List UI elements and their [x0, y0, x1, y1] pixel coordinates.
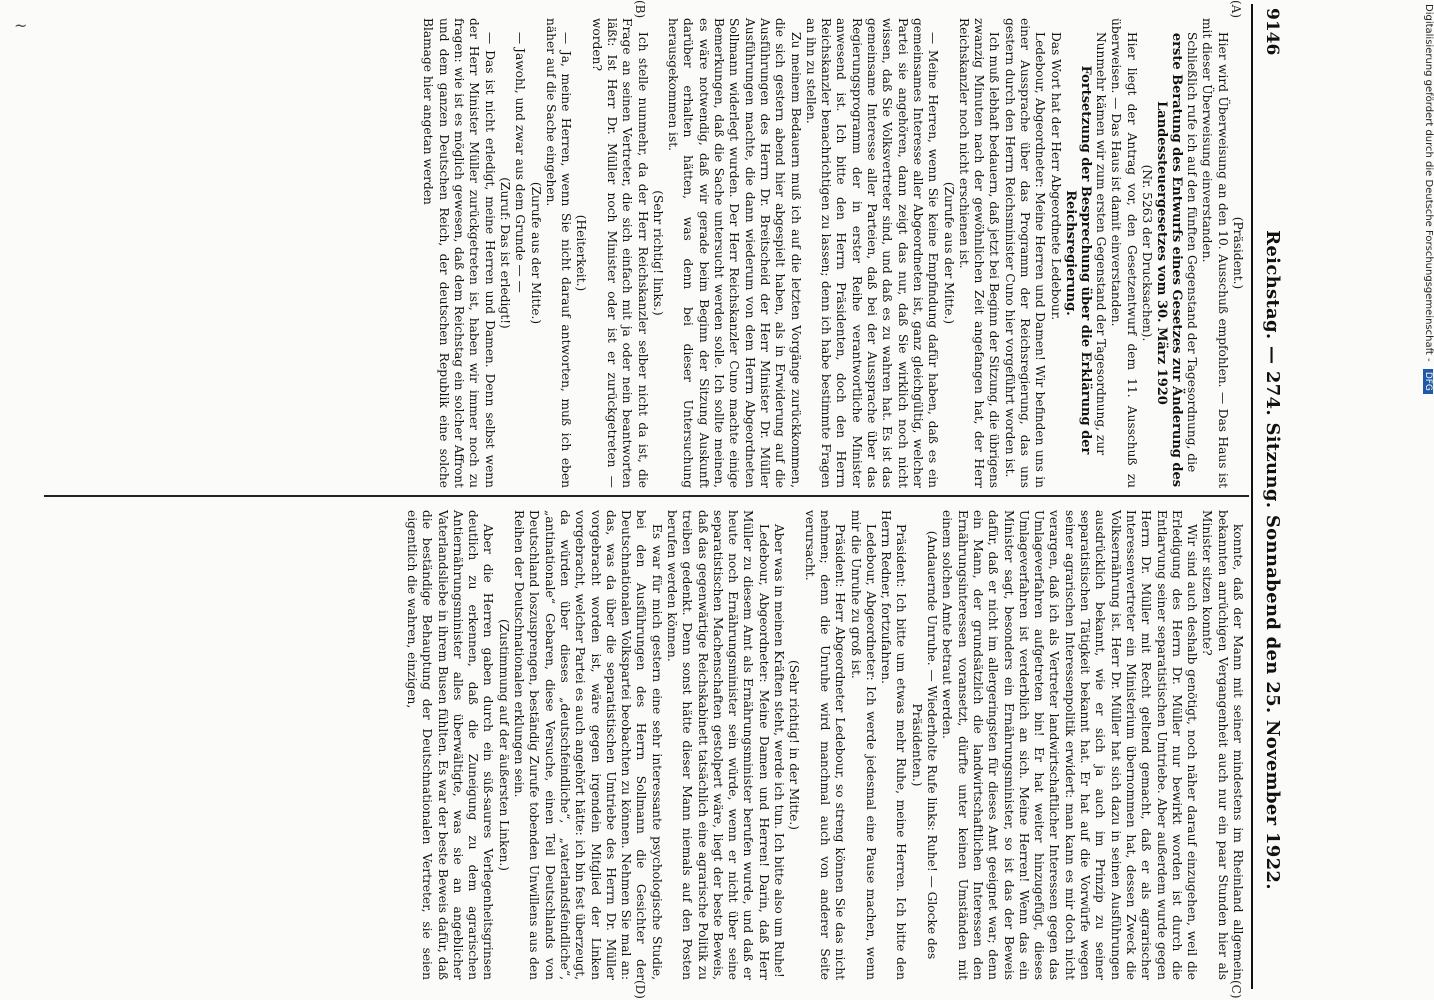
paragraph: — Meine Herren, wenn Sie keine Empfindung dafür haben, daß es ein gemeinsames Interesse aller Abgeordneten ist, ganz gleichgültig, welcher Partei sie angehören, dann zeigt das nur, daß Sie wirklich noch nicht wissen, daß Sie Volksvertreter sind, und daß es zu wahren hat. Es ist das gemeinsame Interesse aller Parteien, daß bei der Aussprache über das Regierungsprogramm der in erster Reihe verantwortliche Minister anwesend ist. Ich bitte den Herrn Präsidenten, doch den Herrn Reichskanzler benachrichtigen zu lassen; denn ich habe bestimmte Fragen an ihn zu stellen.	[803, 18, 941, 488]
paragraph: Präsident: Ich bitte um etwas mehr Ruhe, meine Herren. Ich bitte den Herrn Redner, fortzufahren.	[879, 510, 909, 980]
interjection: (Zurufe aus der Mitte.)	[528, 181, 543, 325]
paragraph: Das Wort hat der Herr Abgeordnete Ledebour.	[1048, 32, 1063, 321]
header-rule	[1251, 4, 1253, 989]
paragraph: Ledebour, Abgeordneter: Meine Damen und Herren! Darin, daß Herr Müller zu diesem Amt als Ernährungsminister berufen wurde, und daß er heute noch Ernährungsminister sein würde, wenn er nicht über seine separatistischen Machenschaften gestolpert wäre, liegt der beste Beweis, daß das gegenwärtige Reichskabinett tatsächlich eine agrarische Politik zu treiben gedenkt. Denn sonst hätte dieser Mann niemals auf den Posten berufen werden können.	[665, 510, 771, 980]
speaker-label: (Präsident.)	[1231, 216, 1245, 290]
paragraph: konnte, daß der Mann mit seiner mindestens im Rheinland allgemein bekannten anrüchigen Vergangenheit auch nur ein paar Stunden hier als Minister sitzen konnte?	[1200, 510, 1245, 980]
margin-marker-c: (C)	[1229, 980, 1243, 999]
interjection: (Zuruf: Das ist erledigt!)	[497, 177, 512, 329]
interjection: (Zurufe aus der Mitte.)	[941, 181, 956, 325]
paragraph: Präsident: Herr Abgeordneter Ledebour, so streng können Sie das nicht nehmen; denn die Unruhe wird manchmal auch von anderer Seite verursacht.	[802, 510, 848, 980]
interjection: (Sehr richtig! in der Mitte.)	[787, 660, 802, 830]
paragraph: Ledebour, Abgeordneter: Meine Herren und Damen! Wir befinden uns in einer Aussprache über das Programm der Reichsregierung, das uns gestern durch den Herrn Reichsminister Cuno hier vorgeführt worden ist.	[1002, 18, 1048, 488]
paragraph: — Ja, meine Herren, wenn Sie nicht darauf antworten, muß ich eben näher auf die Sache eingehen.	[543, 18, 574, 488]
page-content	[37, 0, 1287, 999]
paragraph: — Jawohl, und zwar aus dem Grunde — —	[513, 32, 528, 293]
watermark-text: Digitalisierung gefördert durch die Deutsche Forschungsgemeinschaft -	[1423, 4, 1434, 362]
paragraph: Schließlich rufe ich auf den fünften Gegenstand der Tagesordnung, die	[1185, 32, 1200, 473]
dfg-badge: DFG	[1423, 369, 1433, 394]
interjection: (Sehr richtig! links.)	[650, 190, 665, 316]
agenda-heading: Fortsetzung der Besprechung über die Erklärung der Reichsregierung.	[1062, 65, 1093, 455]
interjection: (Heiterkeit.)	[574, 214, 589, 292]
left-column	[420, 18, 1245, 488]
paragraph: Nunmehr kämen wir zum ersten Gegenstand der Tagesordnung, zur	[1093, 32, 1108, 456]
paragraph: Es war für mich gestern eine sehr interessante psychologische Studie, bei den Ausführungen des Herrn Sollmann die Gesichter der Deutschnationalen Volkspartei beobachten zu können. Nehmen Sie mal an: das, was da über die separatistischen Umtriebe des Herrn Dr. Müller vorgebracht worden ist, wäre gegen irgendein Mitglied der Linken vorgebracht, welcher Partei es auch angehört hätte: ich bin fest überzeugt, da würden über dieses „deutschfeindliche“, „vaterlandsfeindliche“, „antinationale“ Gebaren, diese Versuche, einen Teil Deutschlands von Deutschland loszusprengen, beständig Zurufe tobenden Unwillens aus den Reihen der Deutschnationalen erklungen sein.	[512, 510, 664, 980]
interjection: (Zustimmung auf der äußersten Linken.)	[496, 618, 511, 872]
agenda-heading: erste Beratung des Entwurfs eines Gesetzes zur Änderung des Landessteuergesetzes vom 30. März 1920	[1153, 32, 1184, 488]
paragraph: Wir sind auch deshalb genötigt, noch näher darauf einzugehen, weil die Erledigung des Herrn Dr. Müller nur bewirkt worden ist durch die Entlarvung seiner separatistischen Umtriebe. Aber außerdem wurde gegen Herrn Dr. Müller mit Recht geltend gemacht, daß er als agrarischer Interessenvertreter ein Ministerium übernommen hat, dessen Zweck die Volksernährung ist. Herr Dr. Müller hat sich dazu in seinen Ausführungen ausdrücklich bekannt, wie er sich ja auch im Prinzip zu seiner separatistischen Tätigkeit bekannt hat. Er hat auf die Vorwürfe wegen seiner agrarischen Interessenpolitik erwidert: man kann es mir doch nicht verargen, daß ich als Vertreter landwirtschaftlicher Interessen gegen das Umlageverfahren aufgetreten bin! Er hat weiter hinzugefügt, dieses Umlageverfahren ist verderblich an sich. Meine Herren! Wenn das ein Minister sagt, besonders ein Ernährungsminister, so ist das der Beweis dafür, daß er nicht im allergeringsten für dieses Amt geeignet war; denn ein Mann, der grundsätzlich die landwirtschaftlichen Interessen den Ernährungsinteressen voransetzt, dürfte unter keinen Umständen mit einem solchen Amte betraut werden.	[940, 510, 1200, 980]
right-column	[404, 510, 1245, 980]
watermark-strip	[1412, 0, 1434, 1000]
paragraph: Hier liegt der Antrag vor, den Gesetzentwurf dem 11. Ausschuß zu überweisen. — Das Haus ist damit einverstanden.	[1109, 18, 1139, 488]
watermark	[1423, 4, 1434, 984]
interjection: (Nr. 5263 der Drucksachen).	[1139, 164, 1154, 342]
paragraph: Ich muß lebhaft bedauern, daß jetzt bei Beginn der Sitzung, die übrigens zwanzig Minuten nach der gewöhnlichen Zeit angefangen hat, der Herr Reichskanzler noch nicht erschienen ist.	[956, 18, 1002, 488]
page-number: 9146	[1262, 8, 1282, 56]
paragraph: Aber die Herren gaben durch ein süß-saures Verlegenheitsgrinsen deutlich zu erkennen, daß die Zuneigung zu dem agrarischen Antiernährungsminister alles überwältigte, was sie an angeblicher Vaterlandsliebe in ihrem Busen fühlten. Es war der beste Beweis dafür, daß die beständige Behauptung der Deutschnationalen Vertreter, sie seien eigentlich die wahren, einzigen,	[404, 510, 496, 980]
paragraph: Ledebour, Abgeordneter: Ich werde jedesmal eine Pause machen, wenn mir die Unruhe zu groß ist.	[848, 510, 878, 980]
margin-marker-b: (B)	[633, 0, 647, 19]
paragraph: Hier wird Überweisung an den 10. Ausschuß empfohlen. — Das Haus ist mit dieser Überweisung einverstanden.	[1200, 18, 1230, 488]
running-head: Reichstag. — 274. Sitzung. Sonnabend den 25. November 1922.	[1262, 230, 1283, 890]
paragraph: Ich stelle nunmehr, da der Herr Reichskanzler selber nicht da ist, die Frage an seinen Vertreter, die sich einfach mit ja oder nein beantworten läßt: Ist Herr Dr. Müller noch Minister oder ist er zurückgetreten — worden?	[589, 18, 650, 488]
interjection: (Andauernde Unruhe. — Wiederholte Rufe links: Ruhe! — Glocke des Präsidenten.)	[909, 530, 940, 960]
paragraph: Aber was in meinen Kräften steht, werde ich tun. Ich bitte also um Ruhe!	[772, 524, 787, 978]
paragraph: Zu meinem Bedauern muß ich auf die letzten Vorgänge zurückkommen, die sich gestern abend hier abgespielt haben, als in Erwiderung auf die Ausführungen des Herrn Dr. Breitscheid der Herr Minister Dr. Müller Ausführungen machte, die dann wiederum von dem Herrn Abgeordneten Sollmann widerlegt wurden. Der Herr Reichskanzler Cuno machte einige Bemerkungen, daß die Sache untersucht werden solle. Ich sollte meinen, es wäre notwendig, daß wir gerade beim Beginn der Sitzung Auskunft darüber erhalten hätten, was denn bei dieser Untersuchung herausgekommen ist.	[666, 18, 803, 488]
margin-marker-a: (A)	[1229, 0, 1243, 19]
margin-marker-d: (D)	[633, 980, 647, 999]
margin-mark: ~	[14, 16, 28, 35]
column-divider	[44, 495, 1249, 497]
paragraph: — Das ist nicht erledigt, meine Herren und Damen. Denn selbst wenn der Herr Minister Müller zurückgetreten ist, haben wir immer noch zu fragen: wie ist es möglich gewesen, daß dem Reichstag ein solcher Affront und dem ganzen Deutschen Reich, der deutschen Republik eine solche Blamage hier angetan werden	[421, 18, 497, 488]
page-header	[1251, 0, 1287, 990]
